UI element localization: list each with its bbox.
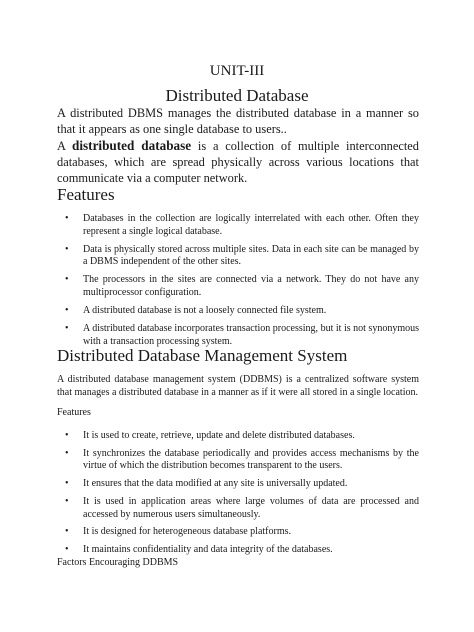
list-item: • Databases in the collection are logically interrelated with each other. Often they represent a single logical database.	[57, 213, 419, 238]
ddbms-heading: Distributed Database Management System	[57, 346, 348, 365]
definition-paragraph	[57, 138, 419, 186]
list-item: • It maintains confidentiality and data integrity of the databases.	[57, 544, 419, 557]
list-item: • It ensures that the data modified at any site is universally updated.	[57, 478, 419, 491]
ddbms-paragraph: A distributed database management system (DDBMS) is a centralized software system that manages a distributed database in a manner as if it were all stored in a single location.	[57, 374, 419, 398]
intro-paragraph: A distributed DBMS manages the distributed database in a manner so that it appears as one single database to users..	[57, 106, 419, 136]
definition-term: distributed database	[72, 138, 192, 153]
list-item: • It is used in application areas where large volumes of data are processed and accessed by numerous users simultaneously.	[57, 496, 419, 521]
factors-label: Factors Encouraging DDBMS	[57, 557, 179, 568]
list-item: • The processors in the sites are connected via a network. They do not have any multiprocessor configuration.	[57, 274, 419, 299]
list-item: • Data is physically stored across multiple sites. Data in each site can be managed by a DBMS independent of the other sites.	[57, 244, 419, 269]
list-item: • It is designed for heterogeneous database platforms.	[57, 526, 419, 539]
features-list	[57, 213, 419, 354]
document-title: Distributed Database	[165, 86, 309, 105]
definition-prefix: A	[57, 139, 73, 153]
ddbms-features-list	[57, 430, 419, 562]
features-heading: Features	[57, 185, 115, 204]
list-item: • It synchronizes the database periodically and provides access mechanisms by the virtue of which the distribution becomes transparent to the users.	[57, 448, 419, 473]
ddbms-features-label: Features	[57, 407, 91, 418]
list-item: • It is used to create, retrieve, update and delete distributed databases.	[57, 430, 419, 443]
unit-label: UNIT-III	[209, 63, 265, 79]
list-item: • A distributed database is not a loosely connected file system.	[57, 305, 419, 318]
list-item: • A distributed database incorporates transaction processing, but it is not synonymous with a transaction processing system.	[57, 323, 419, 348]
definition-rest: is a collection of multiple interconnected databases, which are spread physically across various locations that communicate via a computer network.	[57, 139, 419, 185]
